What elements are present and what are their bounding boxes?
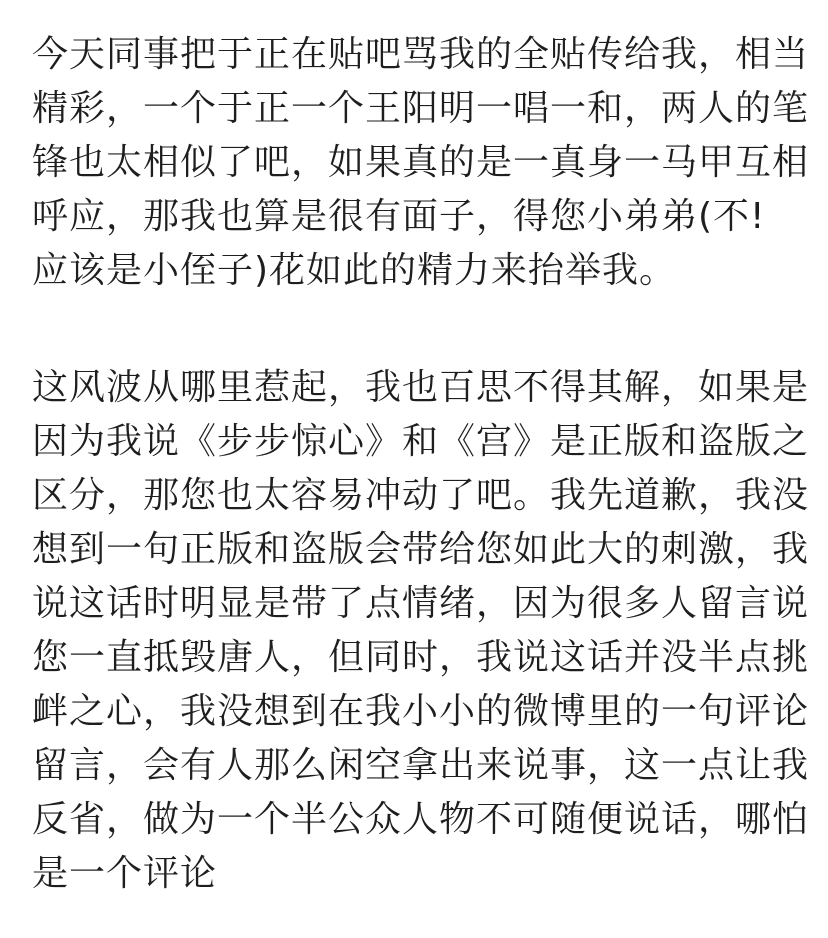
paragraph-2-line-8: 留言，会有人那么闲空拿出来说事，这一点让我 — [32, 745, 810, 786]
paragraph-2-line-1: 这风波从哪里惹起，我也百思不得其解，如果是 — [32, 367, 810, 408]
paragraph-2-line-6: 您一直抵毁唐人，但同时，我说这话并没半点挑 — [32, 637, 810, 678]
paragraph-2-line-9: 反省，做为一个半公众人物不可随便说话，哪怕 — [32, 799, 810, 840]
paragraph-1 — [32, 28, 812, 298]
paragraph-2-line-2: 因为我说《步步惊心》和《宫》是正版和盗版之 — [32, 421, 810, 462]
paragraph-2-line-4: 想到一句正版和盗版会带给您如此大的刺激，我 — [32, 529, 810, 570]
paragraph-1-line-4: 呼应，那我也算是很有面子，得您小弟弟(不! — [32, 196, 766, 237]
paragraph-1-line-1: 今天同事把于正在贴吧骂我的全贴传给我，相当 — [32, 34, 810, 75]
paragraph-2 — [32, 361, 812, 901]
paragraph-2-line-7: 衅之心，我没想到在我小小的微博里的一句评论 — [32, 691, 810, 732]
paragraph-1-line-2: 精彩，一个于正一个王阳明一唱一和，两人的笔 — [32, 88, 810, 129]
paragraph-2-line-10: 是一个评论 — [32, 853, 218, 894]
paragraph-1-line-5: 应该是小侄子)花如此的精力来抬举我。 — [32, 250, 677, 291]
paragraph-2-line-3: 区分，那您也太容易冲动了吧。我先道歉，我没 — [32, 475, 810, 516]
paragraph-2-line-5: 说这话时明显是带了点情绪，因为很多人留言说 — [32, 583, 810, 624]
paragraph-1-line-3: 锋也太相似了吧，如果真的是一真身一马甲互相 — [32, 142, 810, 183]
